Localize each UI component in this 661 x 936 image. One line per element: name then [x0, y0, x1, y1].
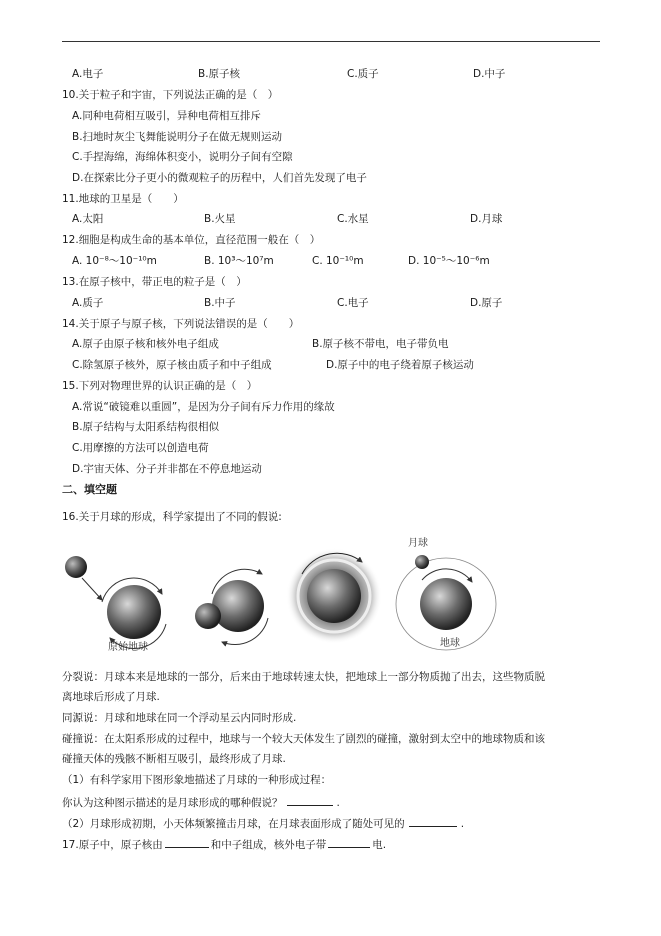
panel-collision: [195, 569, 268, 644]
q16-sub1-line1: （1）有科学家用下图形象地描述了月球的一种形成过程：: [62, 774, 332, 786]
q17-answer-blank-2[interactable]: [328, 836, 370, 848]
q17-answer-blank-1[interactable]: [165, 836, 209, 848]
original-earth-label: 原始地球: [108, 642, 148, 653]
q17: [62, 836, 386, 852]
q13-option-c: C.电子: [337, 297, 369, 309]
panel-debris-cloud: [286, 548, 382, 644]
q17-text: 17.原子中，原子核由: [62, 839, 163, 851]
q9-option-d: D.中子: [473, 68, 506, 80]
q13-stem: 13.在原子核中，带正电的粒子是（ ）: [62, 276, 247, 288]
original-earth-sphere: [107, 585, 161, 639]
q16-para3-line1: 碰撞说：在太阳系形成的过程中，地球与一个较大天体发生了剧烈的碰撞，激射到太空中的地球物质和该: [62, 733, 545, 745]
q13-option-a: A.质子: [72, 297, 104, 309]
q14-option-a: A.原子由原子核和核外电子组成: [72, 338, 219, 350]
q14-option-b: B.原子核不带电，电子带负电: [312, 338, 449, 350]
q16-para3-line2: 碰撞天体的残骸不断相互吸引，最终形成了月球.: [62, 753, 286, 765]
q16-para2: 同源说：月球和地球在同一个浮动星云内同时形成.: [62, 712, 297, 724]
moon-formation-figure: [62, 534, 502, 656]
q15-option-b: B.原子结构与太阳系结构很相似: [72, 421, 220, 433]
impact-arrow: [82, 578, 102, 600]
q13-option-b: B.中子: [204, 297, 236, 309]
q17-text-mid: 和中子组成，核外电子带: [210, 839, 327, 851]
q16-sub1-line2: [62, 794, 340, 810]
q9-option-b: B.原子核: [198, 68, 241, 80]
q11-option-a: A.太阳: [72, 213, 104, 225]
q16-para1-line1: 分裂说：月球本来是地球的一部分，后来由于地球转速太快，把地球上一部分物质抛了出去，这些物质脱: [62, 671, 545, 683]
impactor-body: [195, 603, 221, 629]
q16-sub2-answer-blank[interactable]: [409, 815, 457, 827]
q12-stem: 12.细胞是构成生命的基本单位，直径范围一般在（ ）: [62, 234, 321, 246]
q12-option-a: A. 10⁻⁸～10⁻¹⁰m: [72, 255, 157, 267]
impactor-body: [65, 556, 87, 578]
panel-moon-orbit: [396, 536, 496, 650]
header-rule: [62, 41, 600, 42]
q16-sub1-text-end: .: [336, 797, 340, 809]
q10-option-d: D.在探索比分子更小的微观粒子的历程中，人们首先发现了电子: [72, 172, 367, 184]
q16-sub1-text: 你认为这种图示描述的是月球形成的哪种假说？: [62, 797, 283, 809]
q10-option-b: B.扫地时灰尘飞舞能说明分子在做无规则运动: [72, 131, 283, 143]
q16-para1-line2: 离地球后形成了月球.: [62, 691, 160, 703]
q12-option-b: B. 10³～10⁷m: [204, 255, 274, 267]
q11-stem: 11.地球的卫星是（ ）: [62, 193, 184, 205]
q12-option-c: C. 10⁻¹⁰m: [312, 255, 364, 267]
q10-option-c: C.手捏海绵，海绵体积变小，说明分子间有空隙: [72, 151, 293, 163]
earth-sphere: [307, 569, 361, 623]
q11-option-d: D.月球: [470, 213, 503, 225]
q16-sub2-text: （2）月球形成初期，小天体频繁撞击月球，在月球表面形成了随处可见的: [62, 818, 405, 830]
q16-sub2: [62, 815, 464, 831]
q11-option-c: C.水星: [337, 213, 369, 225]
section-title: 二、填空题: [62, 483, 117, 496]
earth-sphere: [212, 580, 264, 632]
q16-sub2-text-end: .: [460, 818, 465, 830]
q17-text-end: 电.: [372, 839, 387, 851]
q15-option-a: A.常说“破镜难以重圆”，是因为分子间有斥力作用的缘故: [72, 401, 335, 413]
q15-option-d: D.宇宙天体、分子并非都在不停息地运动: [72, 463, 262, 475]
q9-option-c: C.质子: [347, 68, 379, 80]
q13-option-d: D.原子: [470, 297, 503, 309]
moon-label: 月球: [408, 538, 428, 549]
q15-option-c: C.用摩擦的方法可以创造电荷: [72, 442, 209, 454]
q9-option-a: A.电子: [72, 68, 104, 80]
q16-stem: 16.关于月球的形成，科学家提出了不同的假说:: [62, 511, 282, 523]
q14-option-d: D.原子中的电子绕着原子核运动: [326, 359, 474, 371]
q10-option-a: A.同种电荷相互吸引，异种电荷相互排斥: [72, 110, 261, 122]
q15-stem: 15.下列对物理世界的认识正确的是（ ）: [62, 380, 258, 392]
q14-stem: 14.关于原子与原子核，下列说法错误的是（ ）: [62, 318, 300, 330]
q16-sub1-answer-blank[interactable]: [287, 794, 333, 806]
q14-option-c: C.除氢原子核外，原子核由质子和中子组成: [72, 359, 272, 371]
panel-original-earth: [65, 556, 166, 653]
moon-sphere: [415, 555, 429, 569]
earth-sphere: [420, 578, 472, 630]
q10-stem: 10.关于粒子和宇宙，下列说法正确的是（ ）: [62, 89, 279, 101]
q12-option-d: D. 10⁻⁵～10⁻⁶m: [408, 255, 490, 267]
earth-label: 地球: [440, 638, 460, 649]
q11-option-b: B.火星: [204, 213, 236, 225]
